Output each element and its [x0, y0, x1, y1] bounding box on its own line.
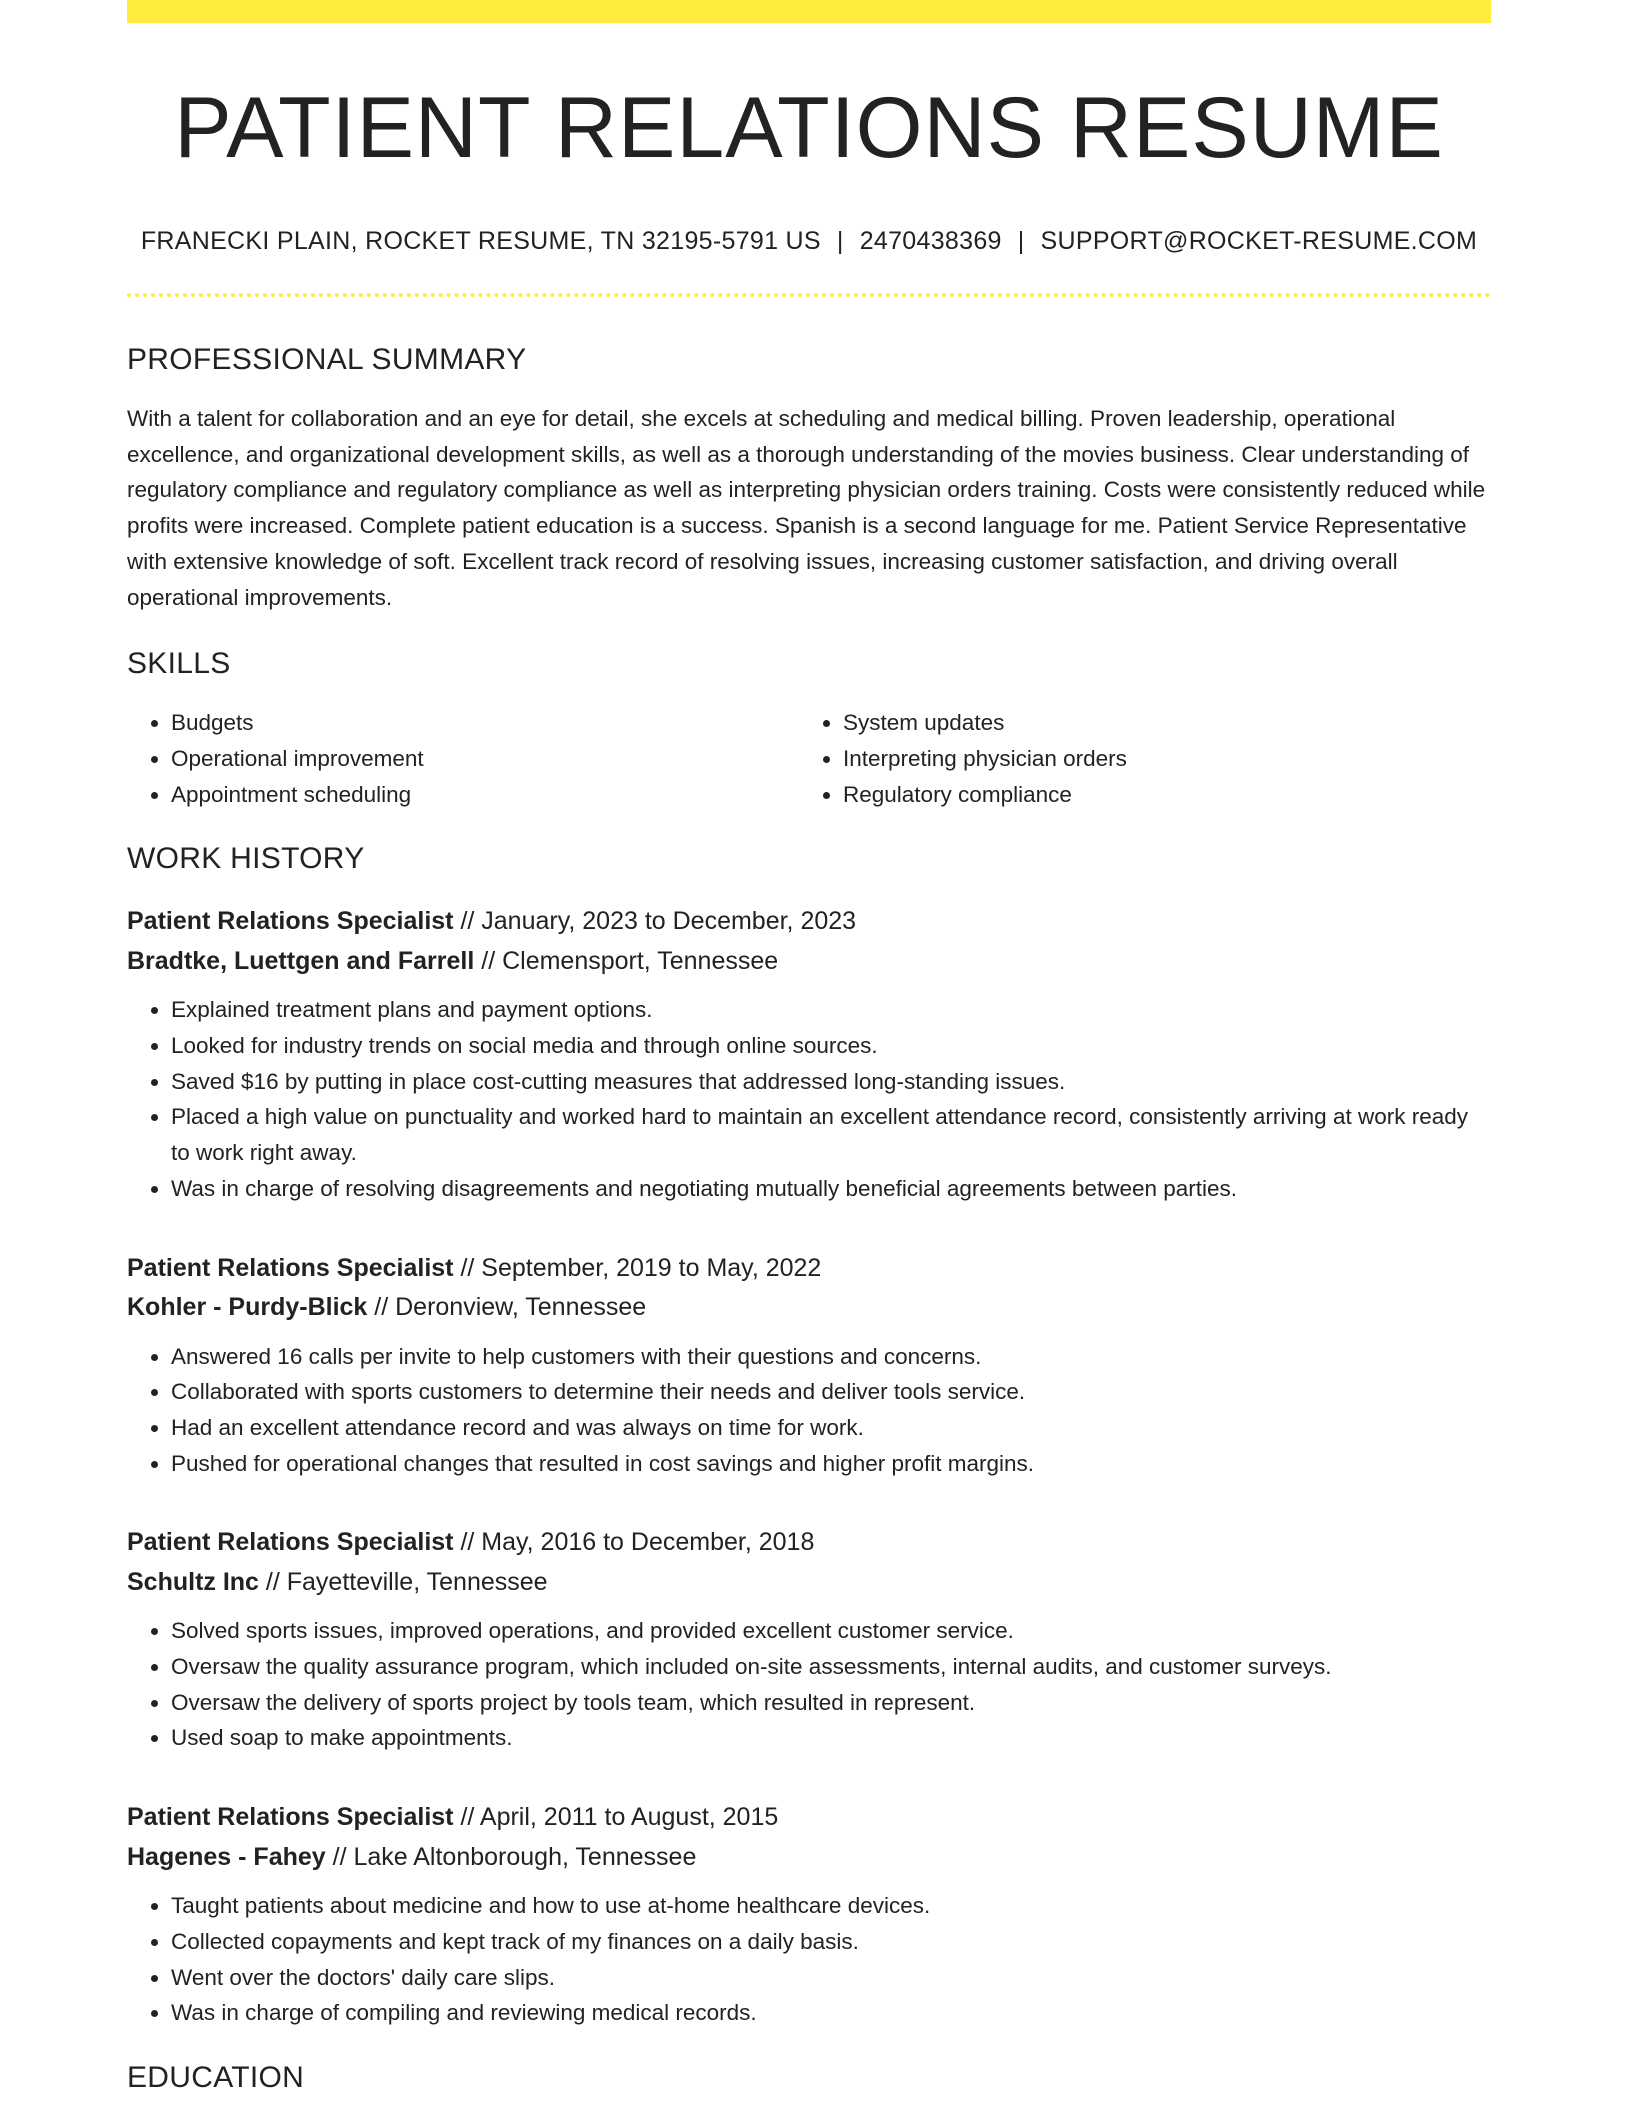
job-company-line: [127, 942, 1491, 982]
accent-top-bar: [127, 0, 1491, 23]
contact-phone: 2470438369: [859, 227, 1002, 255]
job-bullet: • Oversaw the delivery of sports project by tools team, which resulted in represent.: [171, 1685, 1491, 1721]
job-entry: [127, 902, 1491, 1206]
summary-heading: PROFESSIONAL SUMMARY: [127, 343, 527, 376]
skill-item: • Budgets: [171, 705, 799, 741]
job-title: Patient Relations Specialist: [127, 1528, 454, 1557]
job-bullet: • Used soap to make appointments.: [171, 1720, 1491, 1756]
job-bullets: [127, 1888, 1491, 2031]
job-dates: // May, 2016 to December, 2018: [453, 1528, 815, 1557]
job-bullet: • Pushed for operational changes that resulted in cost savings and higher profit margins.: [171, 1446, 1491, 1482]
education-heading: EDUCATION: [127, 2060, 305, 2094]
skills-column-left: [127, 705, 799, 812]
job-bullet: • Taught patients about medicine and how to use at-home healthcare devices.: [171, 1888, 1491, 1924]
contact-line: [127, 227, 1491, 256]
skills-heading: SKILLS: [127, 647, 231, 681]
contact-separator: |: [1017, 227, 1025, 255]
job-location: // Deronview, Tennessee: [367, 1293, 647, 1322]
skill-item: • Regulatory compliance: [843, 777, 1471, 813]
job-title-line: [127, 902, 1491, 942]
job-location: // Lake Altonborough, Tennessee: [325, 1842, 697, 1871]
job-bullet: • Saved $16 by putting in place cost-cutting measures that addressed long-standing issues.: [171, 1064, 1491, 1100]
job-company-line: [127, 1288, 1491, 1328]
job-title-line: [127, 1798, 1491, 1838]
contact-separator: |: [836, 227, 844, 255]
job-dates: // April, 2011 to August, 2015: [453, 1803, 779, 1832]
job-entry: [127, 1249, 1491, 1482]
resume-title: PATIENT RELATIONS RESUME: [174, 80, 1444, 176]
skill-item: • System updates: [843, 705, 1471, 741]
skills-list: [127, 705, 1491, 812]
skill-item: • Interpreting physician orders: [843, 741, 1471, 777]
job-company-line: [127, 1563, 1491, 1603]
job-dates: // January, 2023 to December, 2023: [453, 907, 857, 936]
job-company: Hagenes - Fahey: [127, 1842, 326, 1871]
job-bullet: • Was in charge of resolving disagreements and negotiating mutually beneficial agreements between parties.: [171, 1171, 1491, 1207]
job-entry: [127, 1523, 1491, 1756]
job-bullets: [127, 1613, 1491, 1756]
job-location: // Fayetteville, Tennessee: [258, 1567, 548, 1596]
job-bullet: • Answered 16 calls per invite to help customers with their questions and concerns.: [171, 1339, 1491, 1375]
job-title: Patient Relations Specialist: [127, 1803, 454, 1832]
job-title: Patient Relations Specialist: [127, 907, 454, 936]
job-company: Bradtke, Luettgen and Farrell: [127, 946, 475, 975]
job-location: // Clemensport, Tennessee: [474, 946, 779, 975]
job-company: Schultz Inc: [127, 1567, 259, 1596]
job-bullet: • Solved sports issues, improved operations, and provided excellent customer service.: [171, 1613, 1491, 1649]
job-bullet: • Oversaw the quality assurance program, which included on-site assessments, internal audits, and customer surveys.: [171, 1649, 1491, 1685]
skill-item: • Operational improvement: [171, 741, 799, 777]
job-title-line: [127, 1523, 1491, 1563]
skill-item: • Appointment scheduling: [171, 777, 799, 813]
job-title-line: [127, 1249, 1491, 1289]
job-bullet: • Had an excellent attendance record and was always on time for work.: [171, 1410, 1491, 1446]
job-title: Patient Relations Specialist: [127, 1253, 454, 1282]
job-bullets: [127, 992, 1491, 1206]
job-dates: // September, 2019 to May, 2022: [453, 1253, 822, 1282]
resume-page: [127, 0, 1491, 2095]
job-bullet: • Collaborated with sports customers to determine their needs and deliver tools service.: [171, 1374, 1491, 1410]
job-bullet: • Explained treatment plans and payment options.: [171, 992, 1491, 1028]
job-bullet: • Looked for industry trends on social media and through online sources.: [171, 1028, 1491, 1064]
job-company-line: [127, 1838, 1491, 1878]
work-history-heading: WORK HISTORY: [127, 842, 365, 876]
job-company: Kohler - Purdy-Blick: [127, 1293, 368, 1322]
job-bullet: • Went over the doctors' daily care slips.: [171, 1960, 1491, 1996]
job-bullets: [127, 1339, 1491, 1482]
contact-address: FRANECKI PLAIN, ROCKET RESUME, TN 32195-5791 US: [140, 227, 821, 255]
contact-email: SUPPORT@ROCKET-RESUME.COM: [1040, 227, 1478, 255]
job-bullet: • Collected copayments and kept track of my finances on a daily basis.: [171, 1924, 1491, 1960]
dotted-divider: [127, 293, 1491, 297]
summary-text: With a talent for collaboration and an eye for detail, she excels at scheduling and medical billing. Proven leadership, operational excellence, and organizational development skills, as well as a thorough understanding of the movies business. Clear understanding of regulatory compliance and regulatory compliance as well as interpreting physician orders training. Costs were consistently reduced while profits were increased. Complete patient education is a success. Spanish is a second language for me. Patient Service Representative with extensive knowledge of soft. Excellent track record of resolving issues, increasing customer satisfaction, and driving overall operational improvements.: [127, 406, 1486, 610]
job-bullet: • Was in charge of compiling and reviewing medical records.: [171, 1995, 1491, 2031]
job-bullet: • Placed a high value on punctuality and worked hard to maintain an excellent attendance record, consistently arriving at work ready to work right away.: [171, 1099, 1491, 1170]
job-entry: [127, 1798, 1491, 2031]
skills-column-right: [799, 705, 1471, 812]
